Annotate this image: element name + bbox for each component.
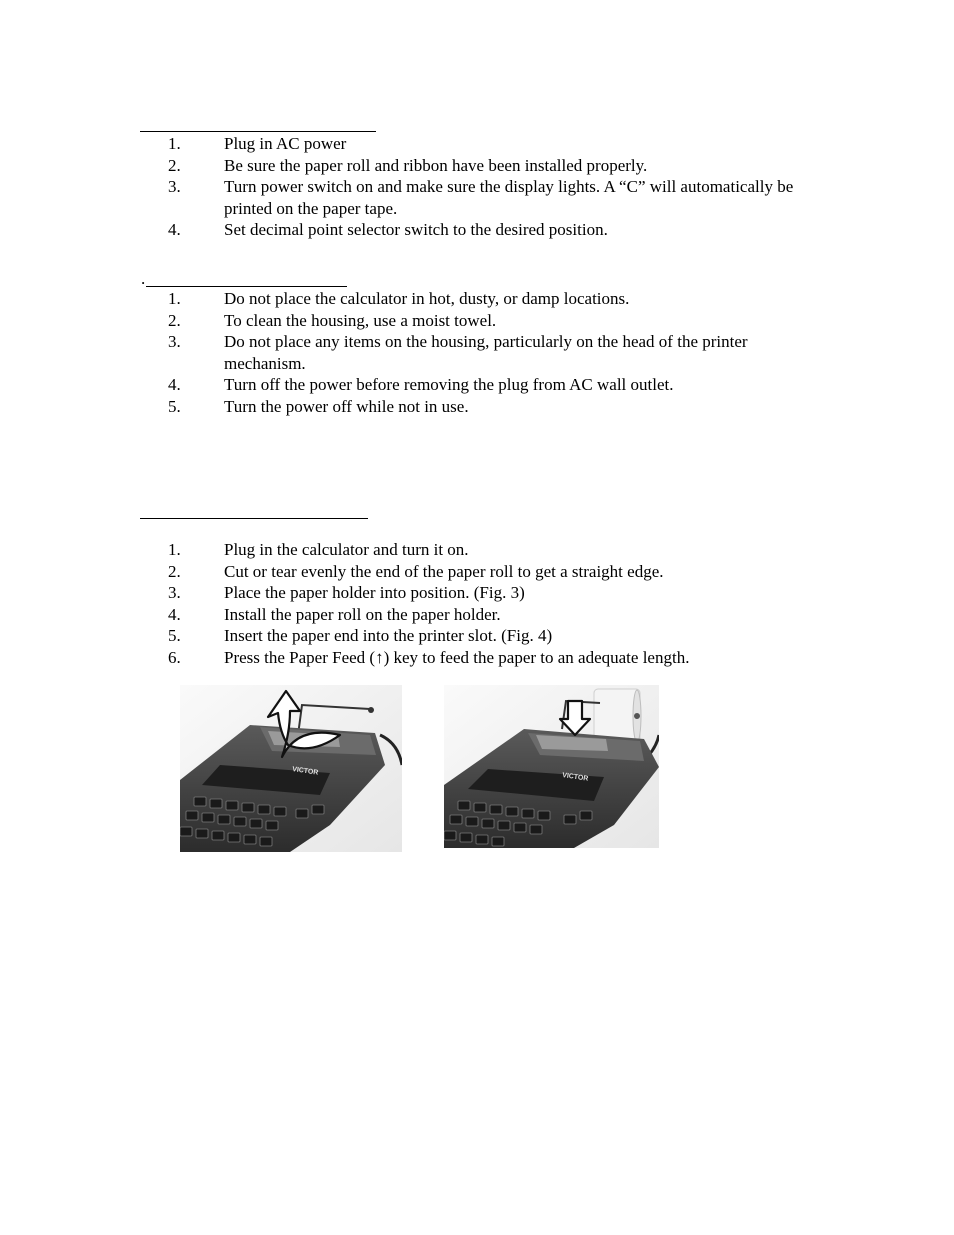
list-item: 5. Insert the paper end into the printer slot. (Fig. 4) — [168, 626, 553, 646]
figure-insert-paper-photo — [444, 685, 659, 848]
steps-paper — [0, 539, 954, 669]
list-item: 6. Press the Paper Feed (↑) key to feed the paper to an adequate length. — [168, 647, 690, 667]
list-item: 1. Do not place the calculator in hot, dusty, or damp locations. — [168, 289, 630, 308]
list-item: 2. Be sure the paper roll and ribbon have been installed properly. — [168, 155, 648, 175]
list-item: 3. Do not place any items on the housing, particularly on the head of the printer mechanism. — [168, 332, 748, 373]
calculator-illustration — [180, 685, 402, 852]
list-item: 1. Plug in the calculator and turn it on. — [168, 540, 469, 559]
brand-logo: VICTOR — [291, 766, 319, 777]
figure-paper-holder-photo — [180, 685, 402, 852]
list-item: 2. Cut or tear evenly the end of the paper roll to get a straight edge. — [168, 561, 664, 581]
list-item: 1. Plug in AC power — [168, 134, 347, 153]
list-item: 4. Install the paper roll on the paper holder. — [168, 604, 501, 624]
heading-underline-ac-power — [140, 131, 376, 132]
calculator-illustration — [444, 685, 659, 848]
steps-ac-power — [0, 133, 954, 241]
brand-logo: VICTOR — [561, 772, 589, 783]
list-item: 4. Turn off the power before removing the plug from AC wall outlet. — [168, 375, 674, 395]
heading-underline-paper — [140, 518, 368, 519]
steps-care — [0, 288, 954, 418]
list-item: 2. To clean the housing, use a moist towel. — [168, 310, 497, 330]
list-item: 4. Set decimal point selector switch to the desired position. — [168, 220, 608, 240]
list-item: 3. Turn power switch on and make sure the display lights. A “C” will automatically be printed on the paper tape. — [168, 177, 794, 218]
heading-underline-care — [146, 286, 347, 287]
leading-period: . — [141, 269, 146, 288]
list-item: 5. Turn the power off while not in use. — [168, 396, 469, 416]
list-item: 3. Place the paper holder into position. (Fig. 3) — [168, 583, 525, 603]
